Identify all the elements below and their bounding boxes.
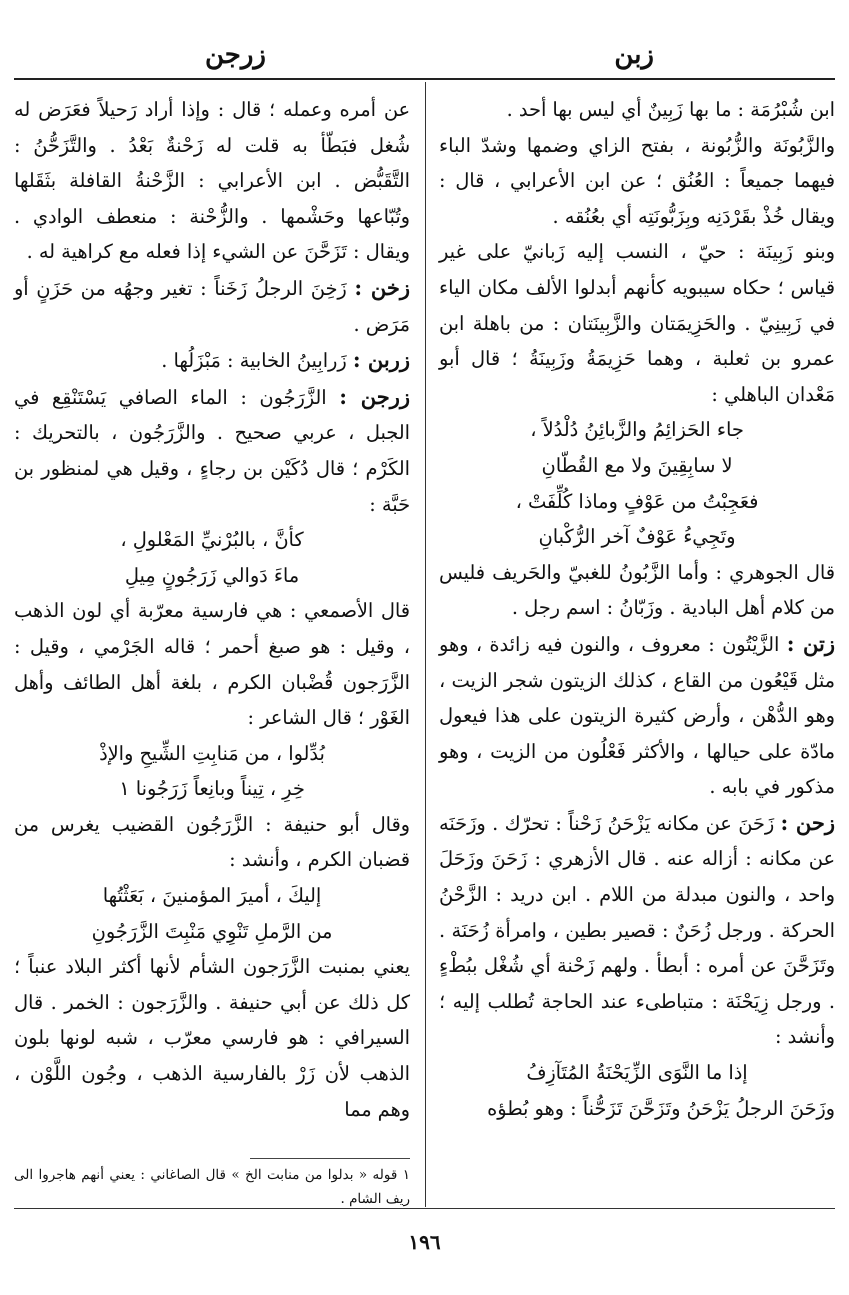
left-column: [14, 92, 410, 1142]
entry-text: الزَّيْتُون : معروف ، والنون فيه زائدة ، وهو مثل قَيْعُون من القاع ، كذلك الزيتون شجر الزيت ، وهو الدُّهْن ، وأرض كثيرة الزيتون على هذا فيعول مادّة على حيالها ، والأكثر فَعْلُون من الزيت ، وهو مذكور في بابه .: [439, 632, 835, 799]
dictionary-entry: [439, 805, 835, 1055]
paragraph: ابن شُبْرُمَة : ما بها زَبِينٌ أي ليس بها أحد .: [506, 98, 835, 121]
paragraph: والزَّبُونَة والزُّبُونة ، بفتح الزاي وضمها وشدّ الباء فيهما جميعاً : العُنُق ؛ عن ابن الأعرابي ، قال : ويقال خُذْ بقَرْدَنِه وبِزَبُّونَتِه أي بعُنُقه .: [439, 133, 835, 228]
entry-headword: زتن :: [786, 630, 835, 656]
entry-text: الزَّرَجُون : الماء الصافي يَسْتَنْقِع في الجبل ، عربي صحيح . والزَّرَجُون ، بالتحريك : الكَرْم ؛ قال دُكَيْن بن رجاءٍ ، وقيل هي لمنظور بن حَبَّة :: [14, 385, 410, 516]
verse-line: بُدِّلوا ، من مَنابِتِ الشِّيحِ والإذْ: [99, 741, 325, 765]
page-header: [0, 40, 849, 80]
paragraph: وزَحَنَ الرجلُ يَزْحَنُ وتَزَحَّنَ تَزَحُّناً : وهو بُطؤه: [487, 1096, 835, 1120]
entry-headword: زحن :: [780, 809, 836, 835]
verse-line: إليكَ ، أميرَ المؤمنينَ ، بَعَثْتُها: [102, 884, 322, 908]
verse-line: وتَجِيءُ عَوْفٌ آخر الرُّكْبانِ: [538, 525, 736, 549]
dictionary-entry: [14, 342, 410, 379]
dictionary-entry: [14, 379, 410, 522]
paragraph: يعني بمنبت الزَّرَجون الشأم لأنها أكثر البلاد عنباً ؛ كل ذلك عن أبي حنيفة . والزَّرَجون : الخمر . قال السيرافي : هو فارسي معرّب ، شبه لونها بلون الذهب لأن زَرْ بالفارسية الذهب ، وجُون اللَّوْن ، وهم مما: [14, 955, 410, 1121]
entry-headword: زخن :: [354, 274, 410, 300]
entry-headword: زرجن :: [339, 383, 410, 409]
verse-line: إذا ما النَّوَى الزِّيَحْنَةُ المُتَآزِفُ: [526, 1061, 748, 1085]
dictionary-entry: [14, 270, 410, 342]
footnote-rule: [250, 1158, 410, 1159]
footnote-area: [14, 1152, 410, 1211]
header-rule: [14, 78, 835, 80]
dictionary-entry: [439, 626, 835, 805]
verse-line: لا سابِقِينَ ولا مع القُطّانِ: [541, 453, 733, 477]
footnote: ١ قوله « بدلوا من منابت الخ » قال الصاغاني : يعني أنهم هاجروا الى ريف الشام .: [14, 1167, 410, 1207]
paragraph: قال الأصمعي : هي فارسية معرّبة أي لون الذهب ، وقيل : هو صبغ أحمر ؛ قاله الجَرْمي ، وقيل : الزَّرَجون قُضْبان الكرم ، بلغة أهل الطائف وأهل الغَوْر ؛ قال الشاعر :: [14, 599, 410, 730]
verse-line: فعَجِبْتُ من عَوْفٍ وماذا كُلِّفَتْ ،: [515, 489, 759, 513]
verse-line: من الرَّملِ تَنْوِي مَنْبِتَ الزَّرَجُونِ: [91, 919, 333, 943]
paragraph: وقال أبو حنيفة : الزَّرَجُون القضيب يغرس من قضبان الكرم ، وأنشد :: [14, 812, 410, 872]
left-column-body: [14, 92, 410, 1127]
header-root-right: زبن: [614, 40, 654, 70]
column-divider: [425, 82, 426, 1207]
entry-headword: زربن :: [352, 347, 410, 373]
header-root-left: زرجن: [205, 40, 266, 70]
verse-line: ماءَ دَوالي زَرَجُونٍ مِيلِ: [124, 563, 300, 587]
entry-text: زَخِنَ الرجلُ زَخَناً : تغير وجهُه من حَزَنٍ أو مَرَض .: [14, 276, 410, 336]
paragraph: عن أمره وعمله ؛ قال : وإذا أراد رَحيلاً فعَرَض له شُغل فبَطّأ به قلت له زَحْنةٌ بَعْدُ . والتَّزَحُّنُ : التَّقَبُّض . ابن الأعرابي : الزَّحْنةُ القافلة بثَقَلها وتُبّاعها وحَشْمها . والزُّحْنة : منعطف الوادي . ويقال : تَزَحَّنَ عن الشيء إذا فعله مع كراهية له .: [14, 98, 410, 264]
entry-text: زَحَنَ عن مكانه يَزْحَنُ زَحْناً : تحرّك . وزَحَنَه عن مكانه : أزاله عنه . قال الأزهري : زَحَنَ وزَحَلَ واحد ، والنون مبدلة من اللام . ابن دريد : الزَّحْنُ الحركة . ورجل زُحَنٌ : قصير بطين ، وامرأة زُحَنَة . وتَزَحَّنَ عن أمره : أبطأ . ولهم زَحْنة أي شُغْل ببُطْءٍ . ورجل زِيَحْنَة : متباطىء عند الحاجة تُطلب إليه ؛ وأنشد :: [439, 811, 835, 1049]
paragraph: وبنو زَبِينَة : حيّ ، النسب إليه زَبانيّ على غير قياس ؛ حكاه سيبويه كأنهم أبدلوا الألف مكان الياء في زَبِينِيّ . والحَزِيمَتان والزَّبِينَتان : من باهلة ابن عمرو بن ثعلبة ، وهما حَزِيمَةُ وزَبِينَةُ ؛ قال أبو مَعْدان الباهلي :: [439, 240, 835, 406]
verse-line: جاء الحَزائِمُ والزَّبائِنُ دُلْدُلاً ،: [530, 418, 744, 442]
right-column: [439, 92, 835, 1126]
verse-line: خِرِ ، تِيناً وبانِعاً زَرَجُونا ١: [119, 777, 305, 801]
page-number: ١٩٦: [408, 1230, 441, 1254]
verse-line: كأنَّ ، بالبُرْنيِّ المَعْلولِ ،: [120, 528, 304, 552]
footer-rule: [14, 1208, 835, 1209]
entry-text: زَرابِينُ الخابية : مَبْزَلُها .: [161, 349, 353, 373]
paragraph: قال الجوهري : وأما الزَّبُونُ للغبيّ والحَريف فليس من كلام أهل البادية . وزَبّانُ : اسم رجل .: [439, 560, 835, 620]
